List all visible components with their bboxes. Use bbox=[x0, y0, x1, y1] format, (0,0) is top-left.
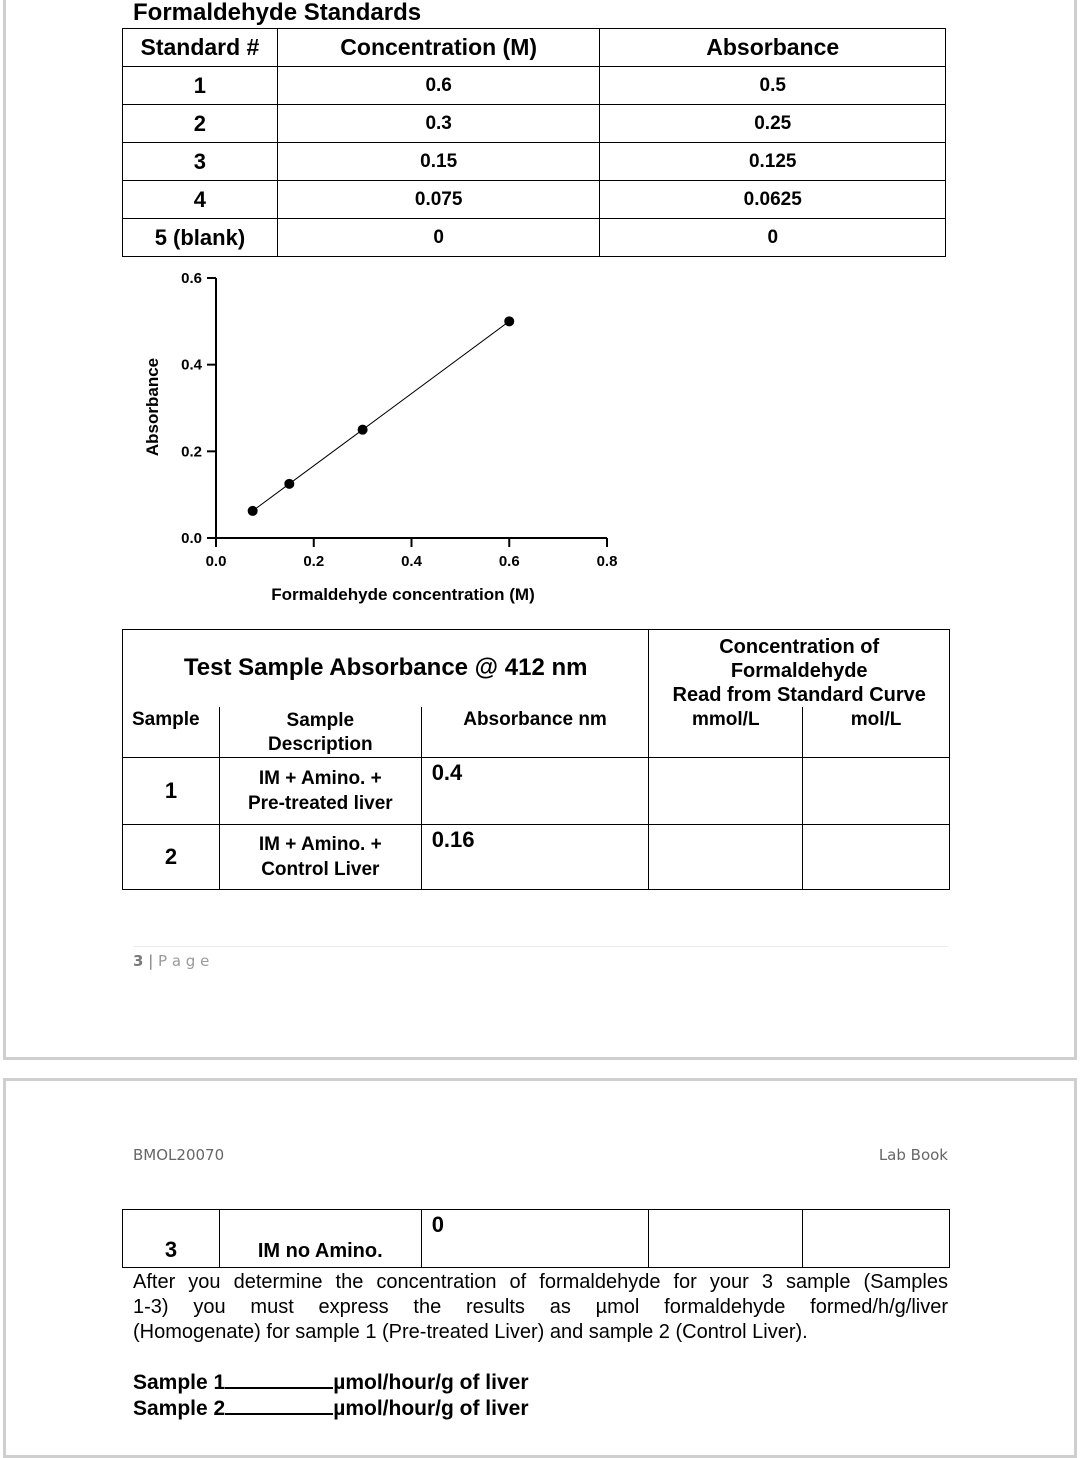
absorbance-value: 0.25 bbox=[600, 105, 946, 143]
book-title: Lab Book bbox=[878, 1146, 948, 1164]
concentration-value: 0.3 bbox=[277, 105, 600, 143]
mol-answer-cell[interactable] bbox=[803, 1210, 950, 1268]
standard-number: 5 (blank) bbox=[123, 219, 278, 257]
x-tick-label: 0.2 bbox=[303, 553, 325, 570]
y-tick-label: 0.6 bbox=[181, 270, 202, 287]
test-sample-table bbox=[122, 629, 950, 890]
table-row bbox=[123, 824, 950, 889]
concentration-value: 0.15 bbox=[277, 143, 600, 181]
concentration-value: 0 bbox=[277, 219, 600, 257]
absorbance-value: 0.16 bbox=[421, 824, 649, 889]
standard-number: 4 bbox=[123, 181, 278, 219]
sample-description bbox=[219, 824, 421, 889]
answer-blank[interactable] bbox=[225, 1369, 333, 1389]
y-tick-label: 0.2 bbox=[181, 443, 202, 461]
concentration-header-line: Read from Standard Curve bbox=[672, 683, 926, 706]
test-sample-title: Test Sample Absorbance @ 412 nm bbox=[123, 630, 649, 707]
absorbance-value: 0 bbox=[600, 219, 946, 257]
sample-description bbox=[219, 757, 421, 824]
data-point bbox=[358, 425, 368, 435]
absorbance-value: 0.4 bbox=[421, 757, 649, 824]
header-concentration: Concentration (M) bbox=[277, 29, 600, 67]
x-tick-label: 0.8 bbox=[596, 553, 618, 570]
x-tick-label: 0.6 bbox=[498, 553, 520, 570]
page-separator: | bbox=[143, 952, 159, 970]
header-sample: Sample bbox=[123, 707, 220, 758]
data-point bbox=[248, 506, 258, 516]
concentration-header bbox=[649, 630, 950, 707]
table-row bbox=[123, 1210, 950, 1268]
header-description-line: Sample bbox=[286, 709, 355, 731]
footer-divider bbox=[133, 946, 948, 947]
absorbance-value: 0.0625 bbox=[600, 181, 946, 219]
header-standard: Standard # bbox=[123, 29, 278, 67]
test-sample-table-continued bbox=[122, 1209, 950, 1268]
answer-line-sample-1 bbox=[133, 1369, 529, 1395]
header-mmol: mmol/L bbox=[649, 707, 803, 758]
sample-description-line: IM + Amino. + bbox=[258, 767, 382, 789]
mmol-answer-cell[interactable] bbox=[649, 757, 803, 824]
answer-lines bbox=[133, 1369, 529, 1421]
mmol-answer-cell[interactable] bbox=[649, 824, 803, 889]
data-point bbox=[504, 316, 514, 326]
y-axis-label: Absorbance bbox=[143, 357, 162, 457]
instructions-line: (Homogenate) for sample 1 (Pre-treated Liver) and sample 2 (Control Liver). bbox=[133, 1321, 808, 1343]
answer-unit: µmol/hour/g of liver bbox=[333, 1371, 529, 1394]
mol-answer-cell[interactable] bbox=[803, 824, 950, 889]
header-description bbox=[219, 707, 421, 758]
table-title-row bbox=[123, 630, 950, 707]
x-axis-label: Formaldehyde concentration (M) bbox=[271, 585, 535, 604]
sample-number: 2 bbox=[123, 824, 220, 889]
standard-number: 3 bbox=[123, 143, 278, 181]
sample-description-line: IM + Amino. + bbox=[258, 833, 382, 855]
sample-description-line: Pre-treated liver bbox=[247, 792, 393, 814]
column-header-row bbox=[123, 707, 950, 758]
answer-line-sample-2 bbox=[133, 1395, 529, 1421]
instructions-line: 1-3) you must express the results as µmol formaldehyde formed/h/g/liver bbox=[133, 1296, 948, 1318]
standard-number: 1 bbox=[123, 67, 278, 105]
standard-curve-chart bbox=[0, 0, 1080, 620]
header-absorbance: Absorbance bbox=[600, 29, 946, 67]
sample-number: 3 bbox=[123, 1210, 220, 1268]
header-absorbance-nm: Absorbance nm bbox=[421, 707, 649, 758]
course-code: BMOL20070 bbox=[133, 1146, 225, 1164]
answer-unit: µmol/hour/g of liver bbox=[333, 1397, 529, 1420]
page-footer bbox=[133, 952, 209, 970]
instructions-text bbox=[133, 1270, 948, 1345]
concentration-header-line: Concentration of bbox=[719, 635, 880, 658]
absorbance-value: 0.125 bbox=[600, 143, 946, 181]
sample-number: 1 bbox=[123, 757, 220, 824]
x-tick-label: 0.4 bbox=[401, 553, 422, 570]
x-tick-label: 0.0 bbox=[205, 553, 227, 570]
mmol-answer-cell[interactable] bbox=[649, 1210, 803, 1268]
sample-description-line: Control Liver bbox=[261, 858, 380, 880]
header-mol: mol/L bbox=[803, 707, 950, 758]
instructions-line: After you determine the concentration of formaldehyde for your 3 sample (Samples bbox=[133, 1271, 948, 1293]
sample-description: IM no Amino. bbox=[219, 1210, 421, 1268]
concentration-value: 0.075 bbox=[277, 181, 600, 219]
answer-label: Sample 2 bbox=[133, 1397, 226, 1420]
standard-number: 2 bbox=[123, 105, 278, 143]
mol-answer-cell[interactable] bbox=[803, 757, 950, 824]
answer-blank[interactable] bbox=[225, 1395, 333, 1415]
data-point bbox=[284, 479, 294, 489]
absorbance-value: 0.5 bbox=[600, 67, 946, 105]
page-word: P a g e bbox=[158, 952, 210, 970]
concentration-header-line: Formaldehyde bbox=[730, 659, 868, 682]
header-description-line: Description bbox=[268, 733, 373, 755]
answer-label: Sample 1 bbox=[133, 1371, 226, 1394]
standards-title: Formaldehyde Standards bbox=[133, 0, 422, 26]
concentration-value: 0.6 bbox=[277, 67, 600, 105]
y-tick-label: 0.0 bbox=[181, 530, 202, 547]
absorbance-value: 0 bbox=[421, 1210, 649, 1268]
page-number: 3 bbox=[133, 952, 144, 970]
table-row bbox=[123, 757, 950, 824]
y-tick-label: 0.4 bbox=[181, 356, 202, 374]
